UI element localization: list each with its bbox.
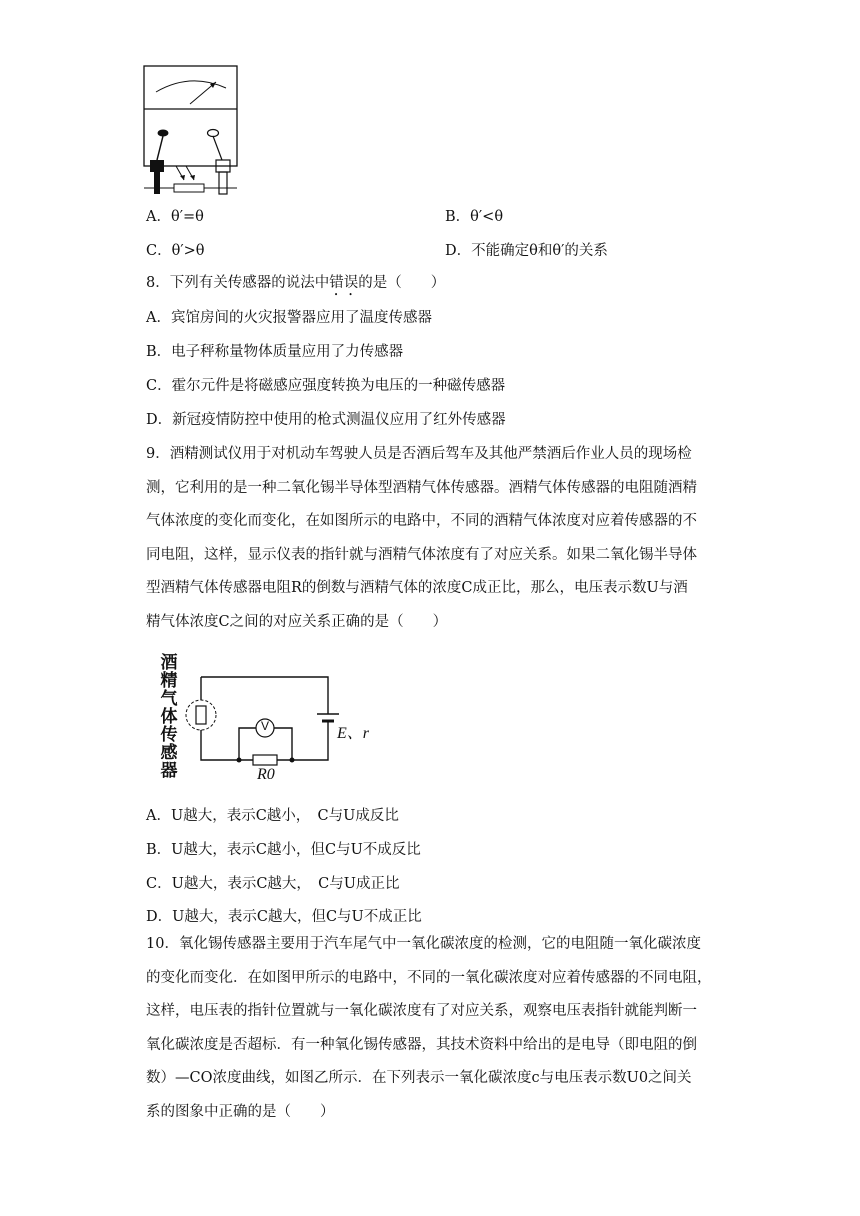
q9-stem <box>146 438 726 639</box>
q7-option-d[interactable]: D．不能确定θ和θ′的关系 <box>445 243 608 259</box>
q7-option-b[interactable]: B．θ′<θ <box>445 209 504 225</box>
q9-line-4: 同电阻，这样，显示仪表的指针就与酒精气体浓度有了对应关系。如果二氧化锡半导体 <box>146 546 697 563</box>
q10-line-6: 系的图象中正确的是（ ） <box>146 1103 335 1120</box>
q9-sensor-label: 酒精气体传感器 <box>160 653 178 781</box>
q8-option-d[interactable]: D．新冠疫情防控中使用的枪式测温仪应用了红外传感器 <box>146 412 506 428</box>
q9-line-6: 精气体浓度C之间的对应关系正确的是（ ） <box>146 613 448 630</box>
q9-line-5: 型酒精气体传感器电阻R的倒数与酒精气体的浓度C成正比，那么，电压表示数U与酒 <box>146 580 688 596</box>
q9-line-1: 9．酒精测试仪用于对机动车驾驶人员是否酒后驾车及其他严禁酒后作业人员的现场检 <box>146 446 692 462</box>
q8-option-a[interactable]: A．宾馆房间的火灾报警器应用了温度传感器 <box>146 310 432 326</box>
q7-option-a[interactable]: A．θ′=θ <box>146 209 204 225</box>
meter-figure <box>140 62 244 198</box>
q10-line-2: 的变化而变化．在如图甲所示的电路中，不同的一氧化碳浓度对应着传感器的不同电阻， <box>146 969 712 986</box>
q9-option-a[interactable]: A．U越大，表示C越小， C与U成反比 <box>146 808 399 824</box>
q9-option-c[interactable]: C．U越大，表示C越大， C与U成正比 <box>146 876 400 892</box>
q8-stem-suffix: 的是（ ） <box>358 275 446 291</box>
q10-stem <box>146 928 726 1129</box>
q7-option-c[interactable]: C．θ′>θ <box>146 243 205 259</box>
q8-stem-emphasis: 错误 <box>329 275 359 291</box>
q10-line-5: 数）—CO浓度曲线，如图乙所示．在下列表示一氧化碳浓度c与电压表示数U0之间关 <box>146 1070 692 1086</box>
q9-line-3: 气体浓度的变化而变化，在如图所示的电路中，不同的酒精气体浓度对应着传感器的不 <box>146 513 697 529</box>
q9-option-b[interactable]: B．U越大，表示C越小，但C与U不成反比 <box>146 842 421 858</box>
q10-line-1: 10．氧化锡传感器主要用于汽车尾气中一氧化碳浓度的检测，它的电阻随一氧化碳浓度 <box>146 936 701 952</box>
q8-stem-prefix: 8．下列有关传感器的说法中 <box>146 275 330 291</box>
q10-line-3: 这样，电压表的指针位置就与一氧化碳浓度有了对应关系，观察电压表指针就能判断一 <box>146 1003 697 1019</box>
resistor-label: R0 <box>257 766 275 783</box>
q9-option-d[interactable]: D．U越大，表示C越大，但C与U不成正比 <box>146 909 422 925</box>
q8-option-b[interactable]: B．电子秤称量物体质量应用了力传感器 <box>146 344 404 360</box>
q8-option-c[interactable]: C．霍尔元件是将磁感应强度转换为电压的一种磁传感器 <box>146 378 506 394</box>
source-label: E、r <box>337 725 370 742</box>
q10-line-4: 氧化碳浓度是否超标．有一种氧化锡传感器，其技术资料中给出的是电导（即电阻的倒 <box>146 1036 697 1053</box>
voltmeter-symbol: V <box>260 719 269 733</box>
q9-line-2: 测，它利用的是一种二氧化锡半导体型酒精气体传感器。酒精气体传感器的电阻随酒精 <box>146 479 697 496</box>
q8-stem <box>146 273 445 299</box>
